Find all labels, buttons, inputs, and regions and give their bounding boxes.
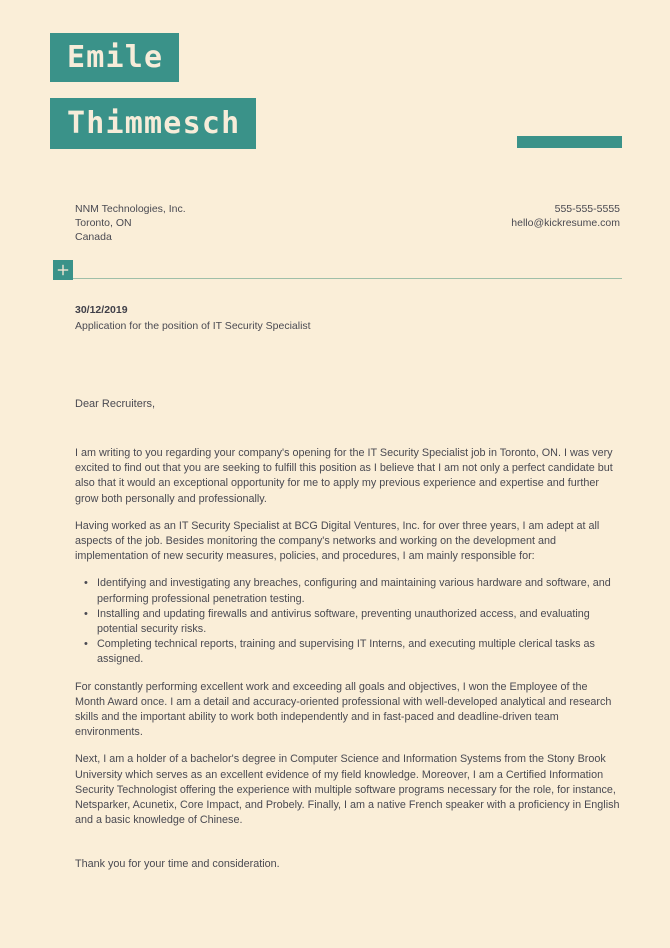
closing-line: Thank you for your time and consideration.	[75, 858, 280, 870]
email-address: hello@kickresume.com	[511, 217, 620, 230]
recipient-line: NNM Technologies, Inc.	[75, 203, 186, 215]
recipient-line: Canada	[75, 231, 112, 244]
plus-icon	[53, 260, 73, 280]
divider	[53, 278, 622, 279]
contact-row	[75, 202, 620, 245]
first-name-text: Emile	[67, 39, 164, 75]
letter-body	[75, 446, 620, 840]
body-paragraph: For constantly performing excellent work and exceeding all goals and objectives, I won the Employee of the Month Award once. I am a detail and accuracy-oriented professional with well-developed analytical and research skills and the important ability to work both independently and in fast-paced and deadline-driven team environments.	[75, 680, 612, 739]
list-item: • Completing technical reports, training and supervising IT Interns, and executing multiple clerical tasks as assigned.	[97, 637, 620, 667]
recipient-line: Toronto, ON	[75, 217, 132, 230]
body-paragraph: Having worked as an IT Security Specialist at BCG Digital Ventures, Inc. for over three years, I am adept at all aspects of the job. Besides monitoring the company's networks and working on the development and implementation of new security measures, policies, and procedures, I am mainly responsible for:	[75, 519, 600, 563]
last-name-block	[50, 98, 256, 149]
sender-contact	[511, 202, 620, 245]
list-item: • Identifying and investigating any breaches, configuring and maintaining various hardware and software, and performing professional penetration testing.	[97, 576, 620, 606]
last-name-text: Thimmesch	[67, 105, 241, 141]
letter-subject: Application for the position of IT Security Specialist	[75, 319, 311, 332]
list-item: • Installing and updating firewalls and antivirus software, preventing unauthorized access, and evaluating potential security risks.	[97, 607, 620, 637]
recipient-address	[75, 202, 186, 245]
accent-bar	[517, 136, 622, 148]
first-name-block	[50, 33, 179, 82]
letter-date: 30/12/2019	[75, 304, 128, 316]
responsibilities-list	[75, 576, 620, 667]
phone-number: 555-555-5555	[554, 203, 620, 215]
letter-meta	[75, 303, 311, 334]
salutation: Dear Recruiters,	[75, 398, 156, 410]
body-paragraph: Next, I am a holder of a bachelor's degree in Computer Science and Information Systems from the Stony Brook University which serves as an excellent evidence of my field knowledge. Moreover, I am a Certified Information Security Technologist offering the experience with multiple software programs necessary for the role, for instance, Netsparker, Acunetix, Core Impact, and Probely. Finally, I am a native French speaker with a proficiency in English and a basic knowledge of Chinese.	[75, 753, 620, 827]
body-paragraph: I am writing to you regarding your company's opening for the IT Security Specialist job in Toronto, ON. I was very excited to find out that you are seeking to fulfill this position as I believe that I am not only a perfect candidate but also that it would an exceptional opportunity for me to apply my previous experience and expertise and further grow both personally and professionally.	[75, 447, 613, 505]
